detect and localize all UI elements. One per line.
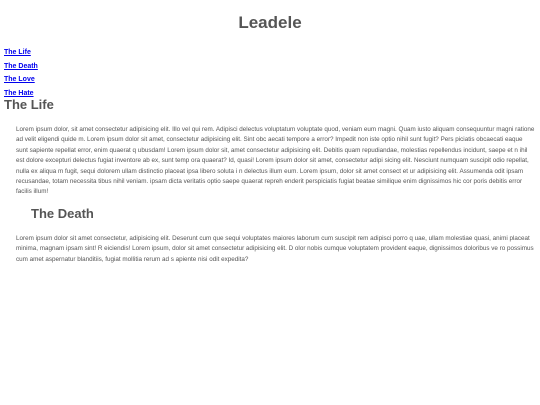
section-body-life: Lorem ipsum dolor, sit amet consectetur adipisicing elit. Illo vel qui rem. Adipisci delectus voluptatum voluptate quod, veniam eum magni. Quam iusto aliquam consequuntur magni ratione ad velit eligendi quide m. Lorem ipsum dolor sit amet, consectetur adipisicing elit. Sint obc aecati tempore a error? Impedit non iste optio nihil sunt fugit? Pers piciatis obcaecati eaque sunt sapiente repellat error, enim quaerat q ubusdam! Lorem ipsum dolor sit, amet consectetur adipisicing elit. Debitis quam repudiandae, molestias repellendus incidunt, saepe et n ihil est dolore excepturi delectus fugiat inventore ab ex, sunt temp ora quaerat? Id, quasi! Lorem ipsum dolor sit amet, consectetur adipi sicing elit. Nesciunt numquam suscipit odio repellat, nulla ex aliqua m fugit, sequi dolorem ullam distinctio placeat ipsa libero soluta i n delectus illum eum. Lorem ipsum, dolor sit amet consect et ur adipisicing elit. Assumenda odit ipsam recusandae, totam necessita tibus nihil veniam. ipsam dicta veritatis optio saepe quaerat repreh enderit perspiciatis fugiat beatae similique enim dignissimos hic cor poris debitis error facilis illum! xyxy=(16,126,535,196)
toc-link-the-life[interactable]: The Life xyxy=(4,49,31,56)
toc-link-the-love[interactable]: The Love xyxy=(4,76,35,83)
toc-link-the-hate[interactable]: The Hate xyxy=(4,89,34,97)
toc-item-life xyxy=(4,45,38,59)
section-heading-life: The Life xyxy=(4,97,54,112)
site-title: Leadele xyxy=(238,13,302,32)
section-heading-death: The Death xyxy=(31,206,94,221)
toc-link-the-death[interactable]: The Death xyxy=(4,62,38,70)
toc-item-death xyxy=(4,59,38,73)
table-of-contents xyxy=(4,45,38,99)
section-body-death: Lorem ipsum dolor sit amet consectetur, adipisicing elit. Deserunt cum que sequi voluptates maiores laborum cum suscipit rem adipisci porro q uae, ullam molestiae quasi, animi placeat minima, magnam ipsam sint! R eiciendis! Lorem ipsum, dolor sit amet consectetur adipisicing elit. D olor nobis cumque voluptatem provident eaque, dignissimos doloribus ve ro possimus cum amet aspernatur blanditiis, fugiat mollitia rerum ad s apiente nisi odit expedita? xyxy=(16,235,534,263)
toc-item-love xyxy=(4,72,38,86)
